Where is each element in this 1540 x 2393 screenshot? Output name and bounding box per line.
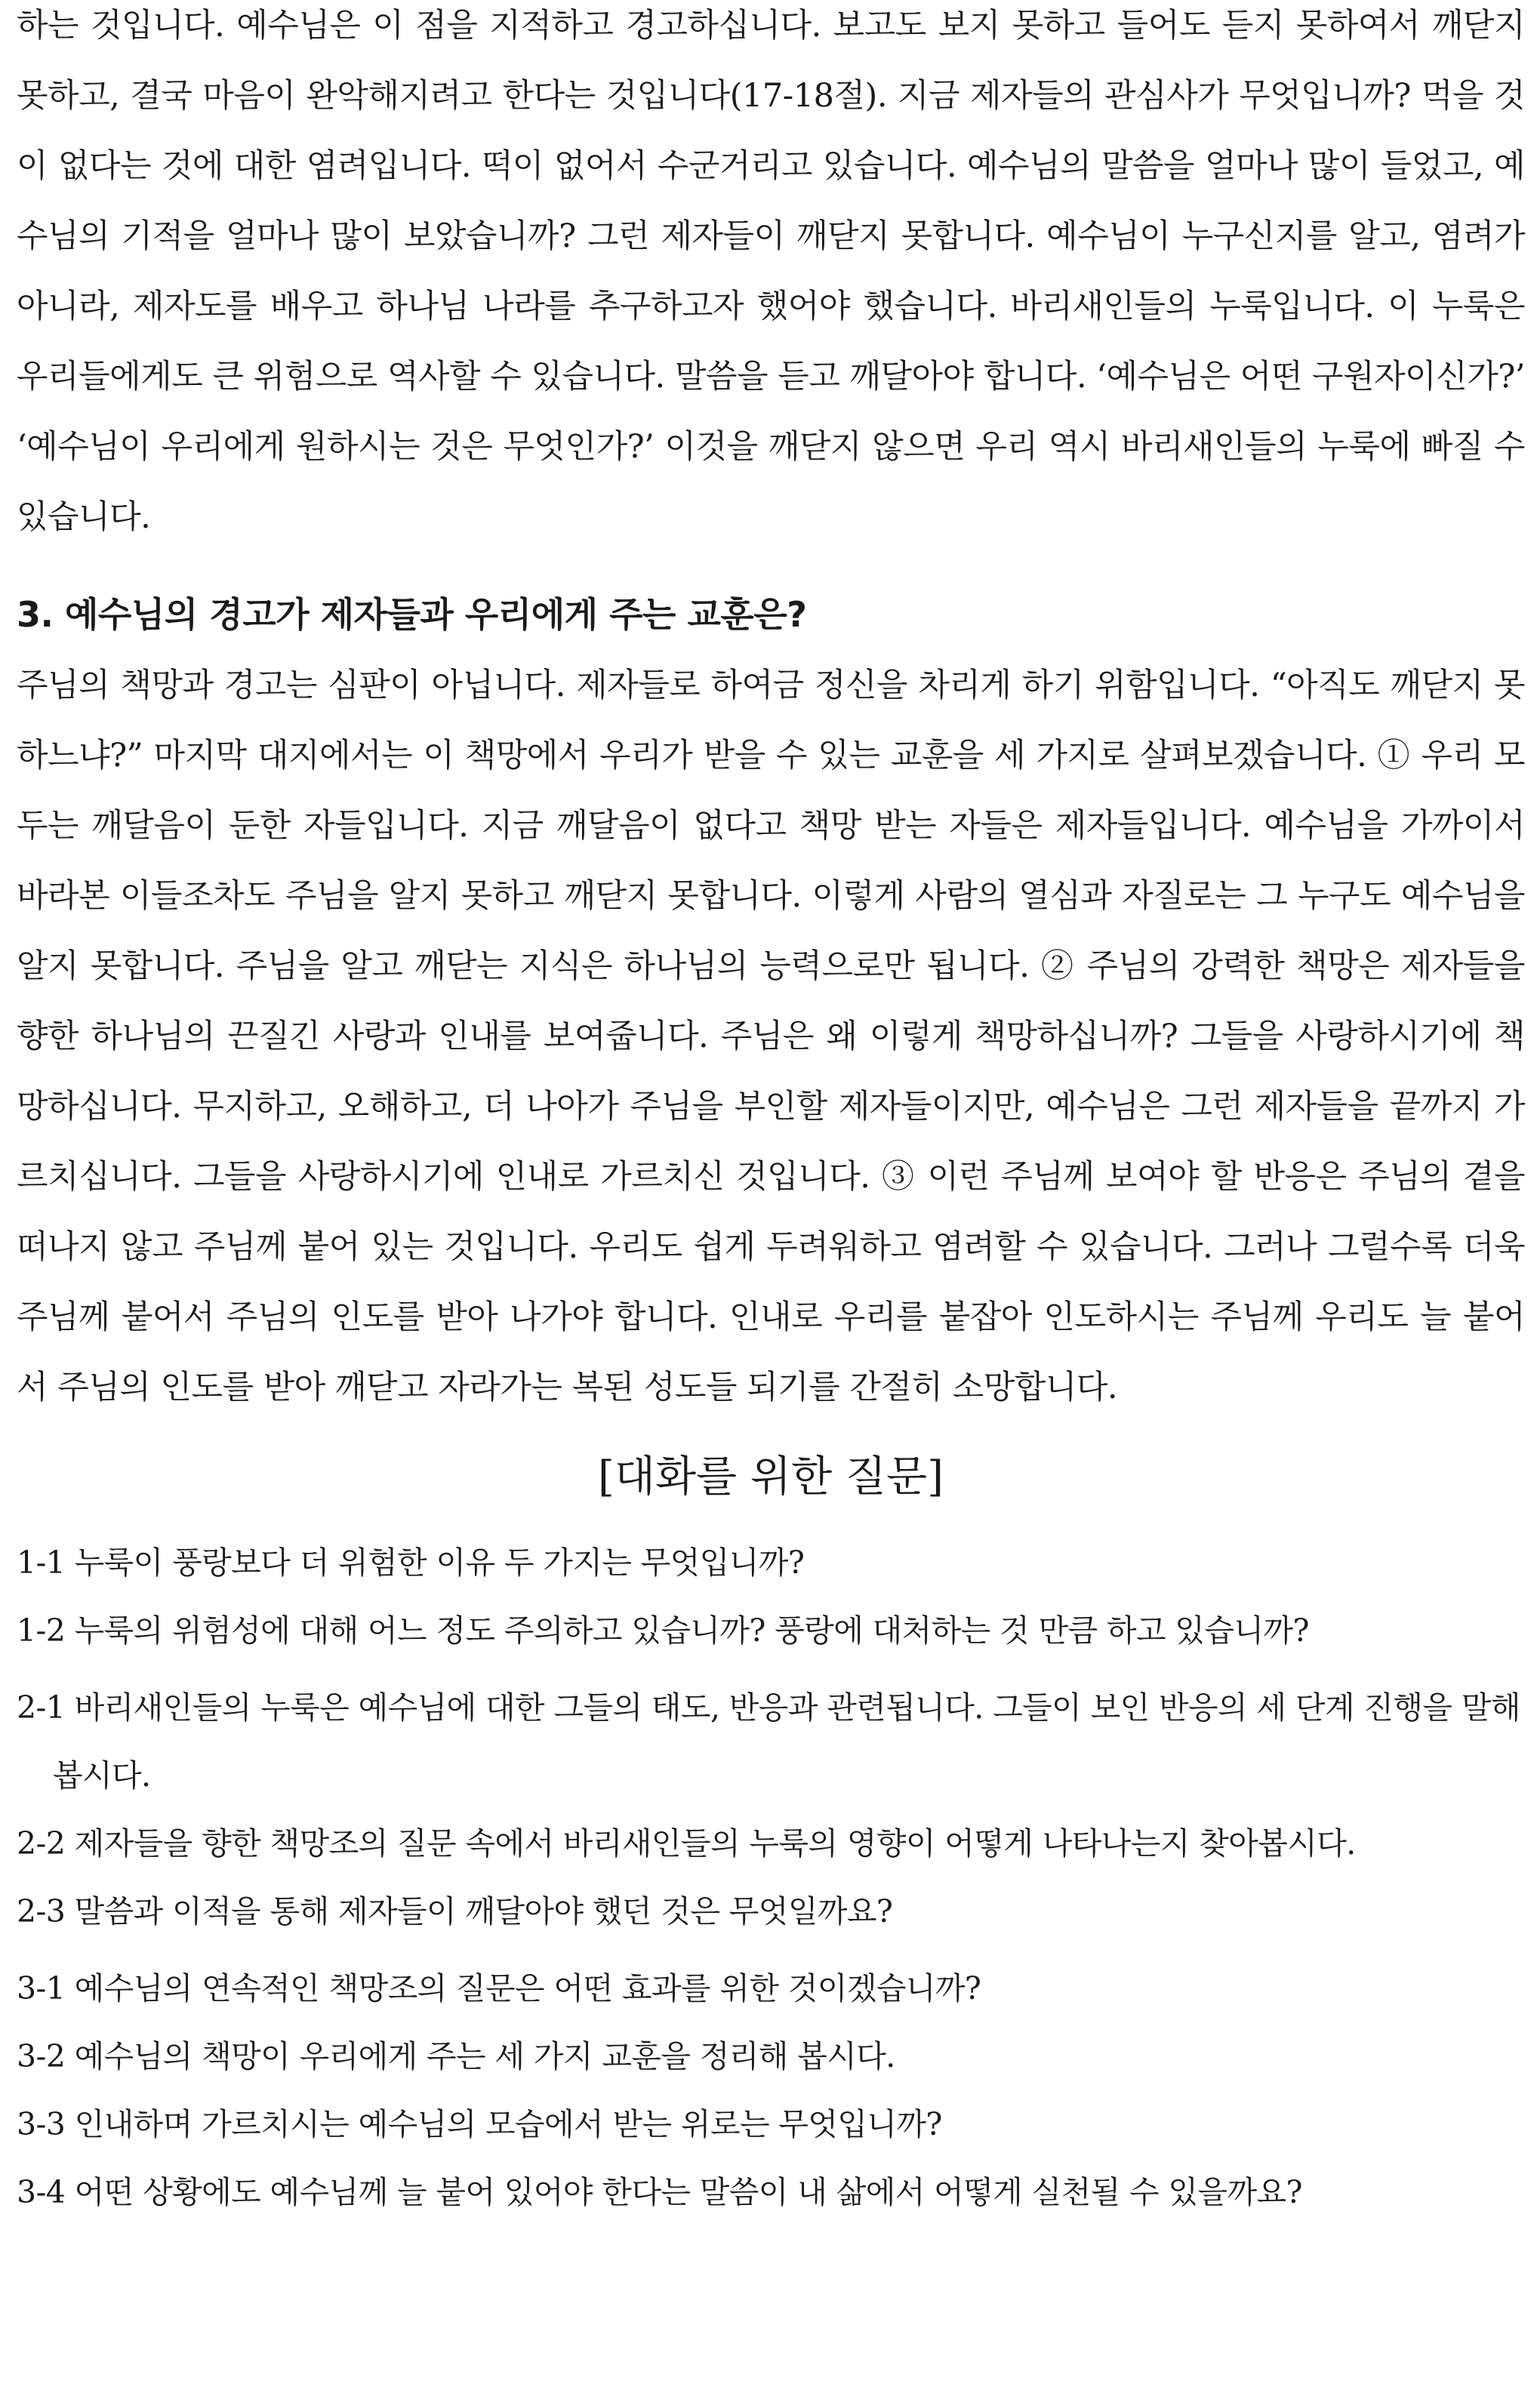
section-3-heading: 3. 예수님의 경고가 제자들과 우리에게 주는 교훈은? — [17, 594, 807, 635]
questions-title: [대화를 위한 질문] — [598, 1452, 944, 1501]
question-1-2: 1-2 누룩의 위험성에 대해 어느 정도 주의하고 있습니까? 풍랑에 대처하는 것 만큼 하고 있습니까? — [17, 1612, 1309, 1649]
question-2-1: 2-1 바리새인들의 누룩은 예수님에 대한 그들의 태도, 반응과 관련됩니다. 그들이 보인 반응의 세 단계 진행을 말해 봅시다. — [17, 1689, 1520, 1794]
question-group-3 — [17, 1954, 1525, 2226]
section-3-paragraph: 주님의 책망과 경고는 심판이 아닙니다. 제자들로 하여금 정신을 차리게 하기 위함입니다. “아직도 깨닫지 못하느냐?” 마지막 대지에서는 이 책망에서 우리가 받을 수 있는 교훈을 세 가지로 살펴보겠습니다. ① 우리 모두는 깨달음이 둔한 자들입니다. 지금 깨달음이 없다고 책망 받는 자들은 제자들입니다. 예수님을 가까이서 바라본 이들조차도 주님을 알지 못하고 깨닫지 못합니다. 이렇게 사람의 열심과 자질로는 그 누구도 예수님을 알지 못합니다. 주님을 알고 깨닫는 지식은 하나님의 능력으로만 됩니다. ② 주님의 강력한 책망은 제자들을 향한 하나님의 끈질긴 사랑과 인내를 보여줍니다. 주님은 왜 이렇게 책망하십니까? 그들을 사랑하시기에 책망하십니다. 무지하고, 오해하고, 더 나아가 주님을 부인할 제자들이지만, 예수님은 그런 제자들을 끝까지 가르치십니다. 그들을 사랑하시기에 인내로 가르치신 것입니다. ③ 이런 주님께 보여야 할 반응은 주님의 곁을 떠나지 않고 주님께 붙어 있는 것입니다. 우리도 쉽게 두려워하고 염려할 수 있습니다. 그러나 그럴수록 더욱 주님께 붙어서 주님의 인도를 받아 나가야 합니다. 인내로 우리를 붙잡아 인도하시는 주님께 우리도 늘 붙어서 주님의 인도를 받아 깨닫고 자라가는 복된 성도들 되기를 간절히 소망합니다. — [17, 667, 1525, 1406]
question-3-1: 3-1 예수님의 연속적인 책망조의 질문은 어떤 효과를 위한 것이겠습니까? — [17, 1970, 981, 2006]
question-2-3: 2-3 말씀과 이적을 통해 제자들이 깨달아야 했던 것은 무엇일까요? — [17, 1893, 893, 1929]
question-group-2 — [17, 1674, 1525, 1945]
question-3-4: 3-4 어떤 상황에도 예수님께 늘 붙어 있어야 한다는 말씀이 내 삶에서 어떻게 실천될 수 있을까요? — [17, 2174, 1302, 2210]
question-3-3: 3-3 인내하며 가르치시는 예수님의 모습에서 받는 위로는 무엇입니까? — [17, 2106, 942, 2142]
question-3-2: 3-2 예수님의 책망이 우리에게 주는 세 가지 교훈을 정리해 봅시다. — [17, 2038, 895, 2074]
document-page — [17, 0, 1525, 2235]
intro-paragraph: 하는 것입니다. 예수님은 이 점을 지적하고 경고하십니다. 보고도 보지 못하고 들어도 듣지 못하여서 깨닫지 못하고, 결국 마음이 완악해지려고 한다는 것입니다(17-18절). 지금 제자들의 관심사가 무엇입니까? 먹을 것이 없다는 것에 대한 염려입니다. 떡이 없어서 수군거리고 있습니다. 예수님의 말씀을 얼마나 많이 들었고, 예수님의 기적을 얼마나 많이 보았습니까? 그런 제자들이 깨닫지 못합니다. 예수님이 누구신지를 알고, 염려가 아니라, 제자도를 배우고 하나님 나라를 추구하고자 했어야 했습니다. 바리새인들의 누룩입니다. 이 누룩은 우리들에게도 큰 위험으로 역사할 수 있습니다. 말씀을 듣고 깨달아야 합니다. ‘예수님은 어떤 구원자이신가?’ ‘예수님이 우리에게 원하시는 것은 무엇인가?’ 이것을 깨닫지 않으면 우리 역시 바리새인들의 누룩에 빠질 수 있습니다. — [17, 7, 1525, 536]
question-1-1: 1-1 누룩이 풍랑보다 더 위험한 이유 두 가지는 무엇입니까? — [17, 1545, 805, 1581]
question-2-2: 2-2 제자들을 향한 책망조의 질문 속에서 바리새인들의 누룩의 영향이 어떻게 나타나는지 찾아봅시다. — [17, 1825, 1356, 1862]
question-group-1 — [17, 1529, 1525, 1665]
